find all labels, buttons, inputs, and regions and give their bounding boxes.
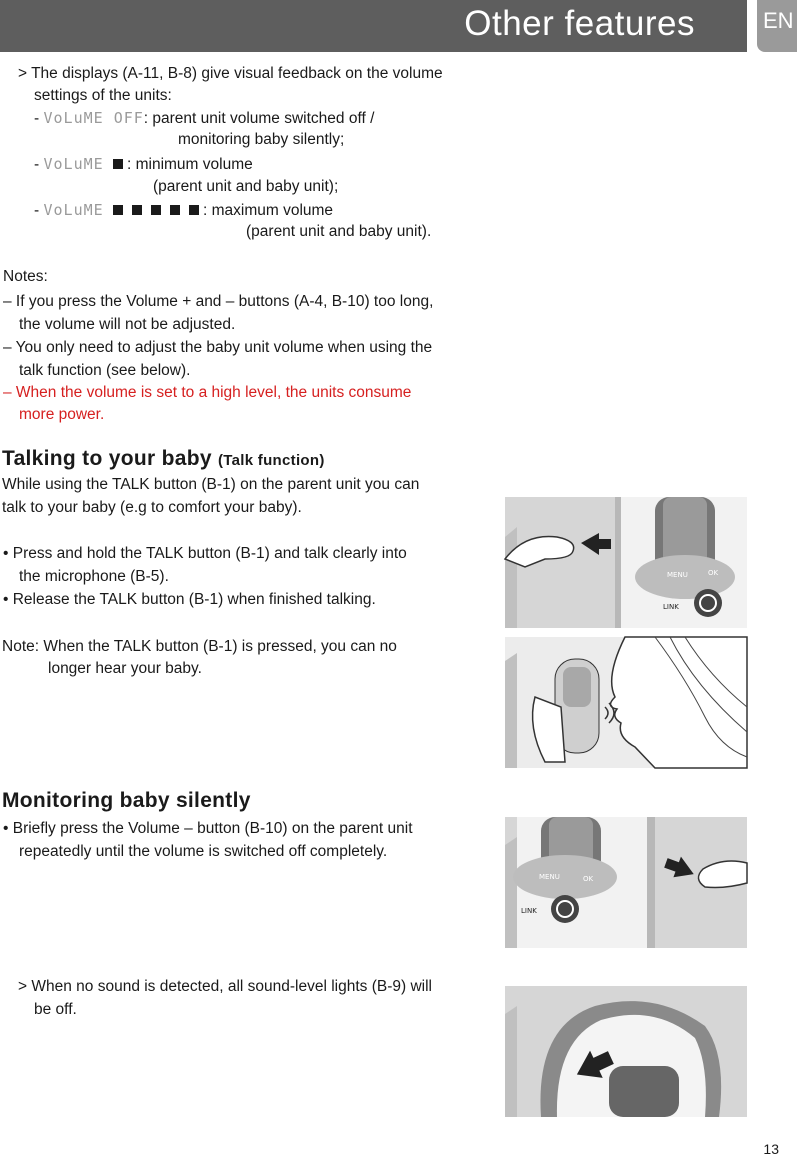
note-3-line-1: – When the volume is set to a high level, the units consume: [3, 384, 412, 401]
menu-label: MENU: [667, 571, 688, 579]
silent-bullet-line-1: • Briefly press the Volume – button (B-10) on the parent unit: [3, 820, 413, 837]
volume-bar-icon: [151, 205, 161, 215]
lcd-volume-max: VoLuME: [43, 201, 104, 219]
link-label: LINK: [521, 907, 537, 915]
volume-intro-1: > The displays (A-11, B-8) give visual feedback on the volume: [18, 65, 443, 82]
illustration-press-volume: [505, 817, 747, 948]
volume-max-desc: : maximum volume: [202, 202, 334, 219]
talk-intro-2: talk to your baby (e.g to comfort your baby).: [2, 499, 302, 516]
volume-max-row: [34, 200, 333, 221]
silent-bullet-line-2: repeatedly until the volume is switched off completely.: [19, 843, 388, 860]
volume-off-row: [34, 108, 374, 129]
language-tab: [757, 0, 797, 52]
volume-min-desc: : minimum volume: [126, 156, 253, 173]
talk-bullet-2: • Release the TALK button (B-1) when finished talking.: [3, 591, 376, 608]
language-label: EN: [763, 8, 794, 33]
bullet-dash: -: [34, 110, 40, 127]
talk-intro-1: While using the TALK button (B-1) on the parent unit you can: [2, 476, 420, 493]
volume-off-desc: : parent unit volume switched off /: [143, 110, 375, 127]
press-volume-drawing: [505, 817, 747, 948]
talk-heading: [2, 447, 325, 471]
notes-heading: Notes:: [3, 268, 48, 285]
silent-result-2: be off.: [34, 1001, 77, 1018]
note-1-line-1: – If you press the Volume + and – buttons (A-4, B-10) too long,: [3, 293, 434, 310]
page-number: 13: [763, 1141, 779, 1157]
illustration-press-talk: [505, 497, 747, 628]
talk-bullet-1-line-2: the microphone (B-5).: [19, 568, 169, 585]
talking-drawing: [505, 637, 747, 768]
volume-off-desc-2: monitoring baby silently;: [178, 131, 345, 148]
volume-min-row: [34, 154, 253, 175]
volume-min-desc-2: (parent unit and baby unit);: [153, 178, 339, 195]
header-bar: [0, 0, 747, 52]
silent-result-1: > When no sound is detected, all sound-level lights (B-9) will: [18, 978, 432, 995]
volume-bar-icon: [170, 205, 180, 215]
note-2-line-1: – You only need to adjust the baby unit volume when using the: [3, 339, 433, 356]
volume-max-desc-2: (parent unit and baby unit).: [246, 223, 432, 240]
talk-note-1: Note: When the TALK button (B-1) is pressed, you can no: [2, 638, 397, 655]
menu-label: MENU: [539, 873, 560, 881]
press-talk-drawing: [505, 497, 747, 628]
illustration-talking: [505, 637, 747, 768]
page-title: Other features: [464, 4, 695, 43]
volume-bar-icon: [113, 205, 123, 215]
talk-bullet-1-line-1: • Press and hold the TALK button (B-1) and talk clearly into: [3, 545, 407, 562]
link-label: LINK: [663, 603, 679, 611]
sound-lights-drawing: [505, 986, 747, 1117]
volume-bar-icon: [189, 205, 199, 215]
bullet-dash: -: [34, 156, 40, 173]
talk-note-2: longer hear your baby.: [48, 660, 202, 677]
lcd-volume-off: VoLuME OFF: [43, 109, 144, 127]
note-1-line-2: the volume will not be adjusted.: [19, 316, 236, 333]
volume-intro-2: settings of the units:: [34, 87, 172, 104]
note-2-line-2: talk function (see below).: [19, 362, 191, 379]
volume-bar-icon: [132, 205, 142, 215]
note-3-line-2: more power.: [19, 406, 105, 423]
talk-heading-sub: (Talk function): [217, 452, 325, 469]
ok-label: OK: [708, 569, 719, 577]
ok-label: OK: [583, 875, 594, 883]
illustration-sound-lights: [505, 986, 747, 1117]
volume-bar-icon: [113, 159, 123, 169]
talk-heading-main: Talking to your baby: [2, 447, 212, 470]
lcd-volume-min: VoLuME: [43, 155, 104, 173]
bullet-dash: -: [34, 202, 40, 219]
silent-heading: Monitoring baby silently: [2, 789, 251, 812]
